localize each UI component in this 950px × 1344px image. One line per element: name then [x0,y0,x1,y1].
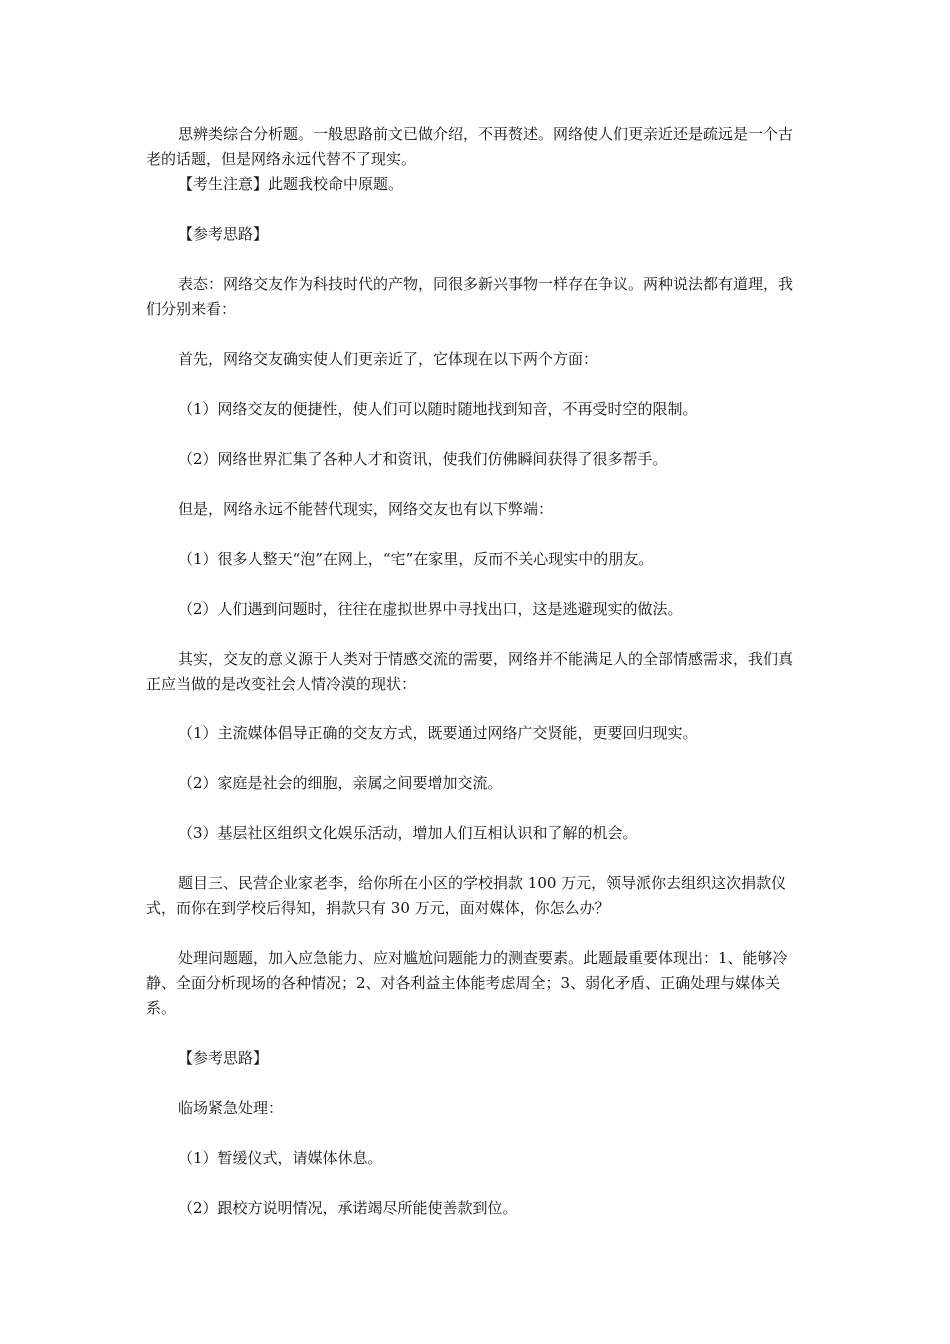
paragraph-measure-1: （1）主流媒体倡导正确的交友方式，既要通过网络广交贤能，更要回归现实。 [178,724,698,742]
paragraph-note: 【考生注意】此题我校命中原题。 [178,175,404,193]
paragraph-first: 首先，网络交友确实使人们更亲近了，它体现在以下两个方面： [178,350,599,368]
paragraph-step-1: （1）暂缓仪式，请媒体休息。 [178,1149,383,1167]
paragraph-intro: 思辨类综合分析题。一般思路前文已做介绍，不再赘述。网络使人们更亲近还是疏远是一个古老的话题，但是网络永远代替不了现实。 [146,125,794,168]
paragraph-stance: 表态：网络交友作为科技时代的产物，同很多新兴事物一样存在争议。两种说法都有道理，我们分别来看： [146,275,794,318]
paragraph-point-1: （1）网络交友的便捷性，使人们可以随时随地找到知音，不再受时空的限制。 [178,400,698,418]
paragraph-emergency: 临场紧急处理： [178,1099,284,1117]
paragraph-measure-3: （3）基层社区组织文化娱乐活动，增加人们互相认识和了解的机会。 [178,824,638,842]
paragraph-analysis: 处理问题题，加入应急能力、应对尴尬问题能力的测查要素。此题最重要体现出：1、能够冷静、全面分析现场的各种情况；2、对各利益主体能考虑周全；3、弱化矛盾、正确处理与媒体关系。 [146,949,788,1017]
paragraph-step-2: （2）跟校方说明情况，承诺竭尽所能使善款到位。 [178,1199,518,1217]
paragraph-drawback-2: （2）人们遇到问题时，往往在虚拟世界中寻找出口，这是逃避现实的做法。 [178,600,683,618]
paragraph-in-fact: 其实，交友的意义源于人类对于情感交流的需要，网络并不能满足人的全部情感需求，我们真正应当做的是改变社会人情冷漠的现状： [146,650,794,693]
paragraph-however: 但是，网络永远不能替代现实，网络交友也有以下弊端： [178,500,554,518]
paragraph-heading-reference: 【参考思路】 [178,225,269,243]
paragraph-question-3: 题目三、民营企业家老李，给你所在小区的学校捐款 100 万元，领导派你去组织这次捐款仪式，而你在到学校后得知，捐款只有 30 万元，面对媒体，你怎么办？ [146,874,787,917]
paragraph-point-2: （2）网络世界汇集了各种人才和资讯，使我们仿佛瞬间获得了很多帮手。 [178,450,668,468]
paragraph-measure-2: （2）家庭是社会的细胞，亲属之间要增加交流。 [178,774,503,792]
paragraph-drawback-1: （1）很多人整天“泡”在网上，“宅”在家里，反而不关心现实中的朋友。 [178,550,654,568]
paragraph-heading-reference-2: 【参考思路】 [178,1049,269,1067]
